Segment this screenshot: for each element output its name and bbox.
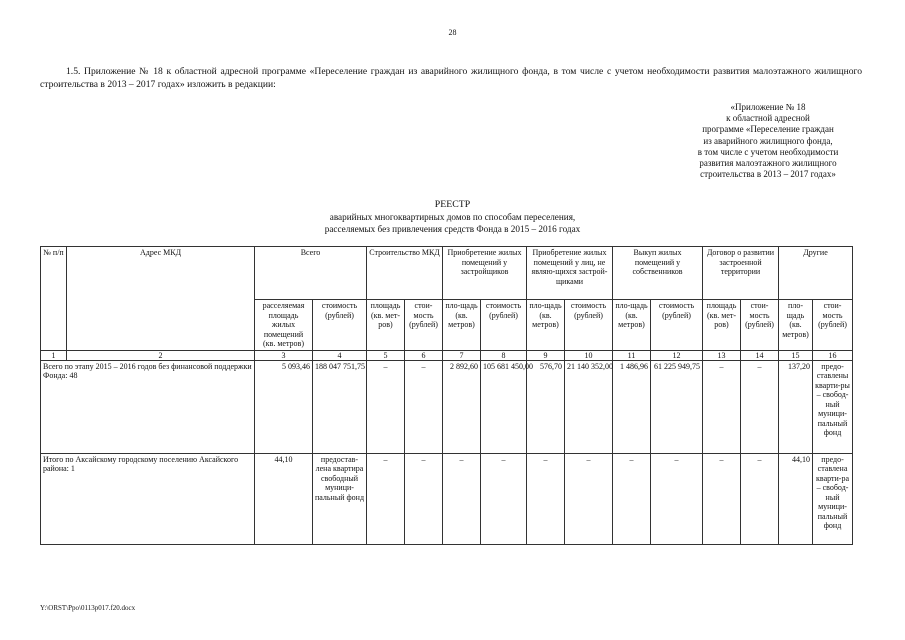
header-num: № п/п: [41, 247, 67, 351]
file-path-footer: Y:\ORST\Ppo\0113p017.f20.docx: [40, 604, 136, 612]
header-address: Адрес МКД: [67, 247, 255, 351]
subheader-cell: стоимость (рублей): [481, 300, 527, 351]
column-number: 15: [779, 350, 813, 360]
appendix-line: программе «Переселение граждан: [702, 124, 834, 135]
subheader-cell: стоимость (рублей): [651, 300, 703, 351]
table-cell: –: [443, 453, 481, 544]
header-buyout: Выкуп жилых помещений у собственников: [613, 247, 703, 300]
table-cell: предо-ставлена кварти-ра – свобод-ный муници-пальный фонд: [813, 453, 853, 544]
subheader-cell: пло-щадь (кв. метров): [613, 300, 651, 351]
appendix-line: в том числе с учетом необходимости: [697, 146, 839, 157]
table-cell: –: [741, 453, 779, 544]
table-row: [41, 453, 853, 544]
appendix-line: строительства в 2013 – 2017 годах»: [700, 169, 836, 180]
table-cell: –: [703, 360, 741, 453]
column-number: 2: [67, 350, 255, 360]
table-cell: –: [405, 453, 443, 544]
column-number: 9: [527, 350, 565, 360]
subheader-cell: площадь (кв. мет-ров): [367, 300, 405, 351]
column-number: 3: [255, 350, 313, 360]
table-cell: –: [651, 453, 703, 544]
page-number: 28: [448, 28, 457, 37]
subheader-cell: пло-щадь (кв. метров): [527, 300, 565, 351]
table-cell: 188 047 751,75: [313, 360, 367, 453]
table-header-row: [41, 247, 853, 300]
header-purchase-other: Приобретение жилых помещений у лиц, не являю-щихся застрой-щиками: [527, 247, 613, 300]
column-number: 10: [565, 350, 613, 360]
table-cell: –: [405, 360, 443, 453]
subheader-cell: стои-мость (рублей): [741, 300, 779, 351]
table-cell: 2 892,60: [443, 360, 481, 453]
subheader-cell: стои-мость (рублей): [813, 300, 853, 351]
table-cell: –: [703, 453, 741, 544]
subheader-cell: стоимость (рублей): [313, 300, 367, 351]
column-number: 13: [703, 350, 741, 360]
column-number: 14: [741, 350, 779, 360]
table-cell: –: [367, 453, 405, 544]
subheader-cell: стои-мость (рублей): [405, 300, 443, 351]
subheader-cell: стоимость (рублей): [565, 300, 613, 351]
header-purchase-developers: Приобретение жилых помещений у застройщиков: [443, 247, 527, 300]
column-number: 8: [481, 350, 527, 360]
row-label: Итого по Аксайскому городскому поселению Аксайского района: 1: [41, 453, 255, 544]
appendix-line: «Приложение № 18: [730, 102, 806, 112]
column-number: 5: [367, 350, 405, 360]
appendix-reference: [668, 102, 868, 180]
header-other: Другие: [779, 247, 853, 300]
intro-paragraph: 1.5. Приложение № 18 к областной адресной программе «Переселение граждан из аварийного жилищного фонда, в том числе с учетом необходимости развития малоэтажного жилищного строительства в 2013 – 2017 годах» изложить в редакции:: [40, 66, 862, 90]
subheader-cell: пло-щадь (кв. метров): [443, 300, 481, 351]
table-cell: предостав-лена квартира свободный муници-пальный фонд: [313, 453, 367, 544]
table-cell: 44,10: [255, 453, 313, 544]
table-cell: 1 486,96: [613, 360, 651, 453]
table-cell: –: [565, 453, 613, 544]
header-contract: Договор о развитии застроенной территории: [703, 247, 779, 300]
column-number-row: [41, 350, 853, 360]
appendix-line: развития малоэтажного жилищного: [699, 158, 837, 169]
registry-subtitle: расселяемых без привлечения средств Фонда в 2015 – 2016 годах: [324, 224, 581, 234]
table-cell: –: [741, 360, 779, 453]
column-number: 6: [405, 350, 443, 360]
registry-subtitle: аварийных многоквартирных домов по способам переселения,: [329, 212, 576, 222]
column-number: 12: [651, 350, 703, 360]
table-cell: 137,20: [779, 360, 813, 453]
column-number: 11: [613, 350, 651, 360]
table-cell: 5 093,46: [255, 360, 313, 453]
table-row: [41, 360, 853, 453]
column-number: 7: [443, 350, 481, 360]
table-cell: 576,70: [527, 360, 565, 453]
table-cell: предо-ставлены кварти-ры – свобод-ный муници-пальный фонд: [813, 360, 853, 453]
registry-table: [40, 246, 853, 545]
table-cell: 21 140 352,00: [565, 360, 613, 453]
table-cell: –: [613, 453, 651, 544]
column-number: 1: [41, 350, 67, 360]
subheader-cell: расселяемая площадь жилых помещений (кв. метров): [255, 300, 313, 351]
subheader-cell: пло-щадь (кв. метров): [779, 300, 813, 351]
header-total: Всего: [255, 247, 367, 300]
table-cell: –: [481, 453, 527, 544]
row-label: Всего по этапу 2015 – 2016 годов без финансовой поддержки Фонда: 48: [41, 360, 255, 453]
appendix-line: из аварийного жилищного фонда,: [703, 135, 833, 146]
appendix-line: к областной адресной: [726, 113, 810, 124]
column-number: 4: [313, 350, 367, 360]
subheader-cell: площадь (кв. мет-ров): [703, 300, 741, 351]
header-construction: Строительство МКД: [367, 247, 443, 300]
table-cell: –: [367, 360, 405, 453]
registry-title: РЕЕСТР: [434, 199, 471, 210]
table-cell: 44,10: [779, 453, 813, 544]
column-number: 16: [813, 350, 853, 360]
table-cell: 105 681 450,00: [481, 360, 527, 453]
table-cell: 61 225 949,75: [651, 360, 703, 453]
table-cell: –: [527, 453, 565, 544]
